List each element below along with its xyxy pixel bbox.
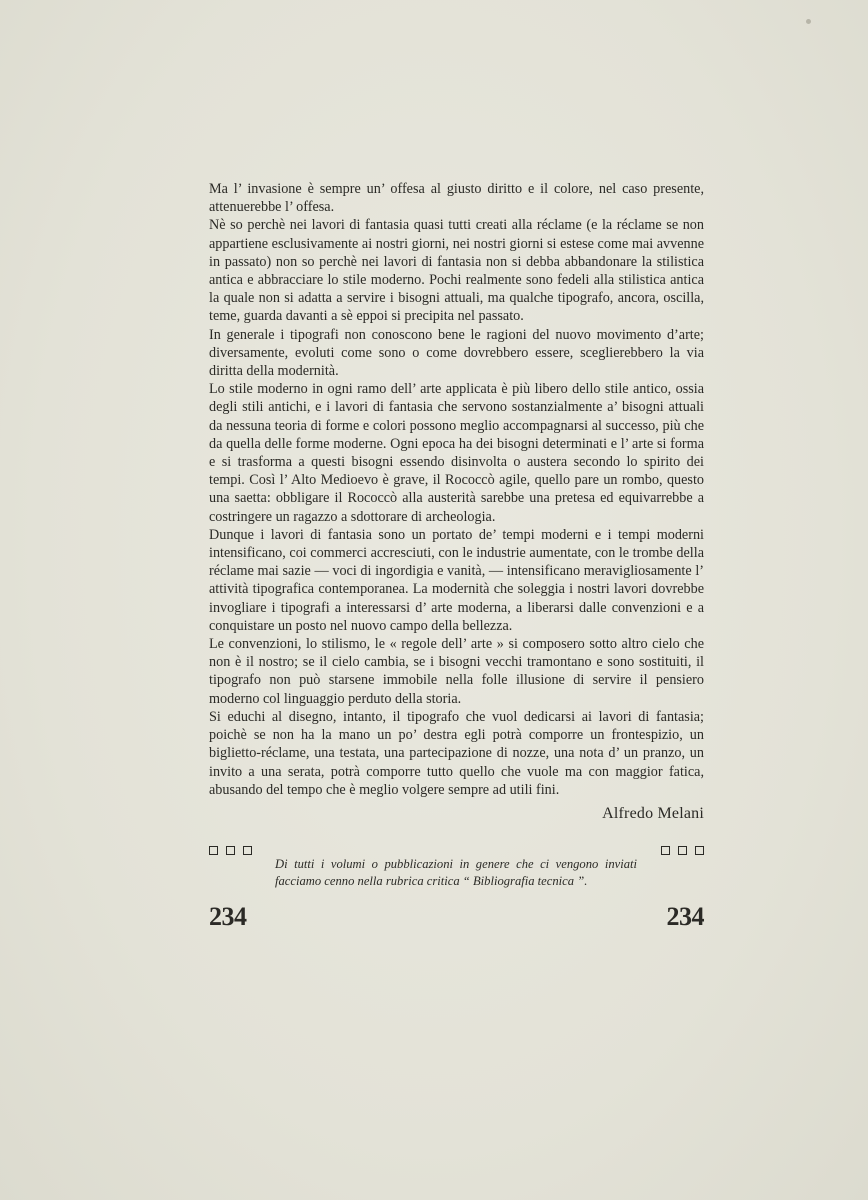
article	[209, 180, 704, 823]
paragraph: Le convenzioni, lo stilismo, le « regole dell’ arte » si composero sotto altro cielo che non è il nostro; se il cielo cambia, se i bisogni vecchi tramontano e sono sostituiti, il tipografo non può starsene immobile nella folle illusione di servire il pensiero moderno col linguaggio perduto della storia.	[209, 636, 704, 707]
ornament-squares-right	[653, 846, 704, 864]
footer-note: Di tutti i volumi o pubblicazioni in genere che ci vengono inviati facciamo cenno nella rubrica critica “ Bibliografia tecnica ”.	[275, 857, 637, 888]
paper-spot	[806, 19, 811, 24]
square-ornament-icon	[243, 846, 252, 855]
square-ornament-icon	[678, 846, 687, 855]
square-ornament-icon	[226, 846, 235, 855]
page-number-right: 234	[666, 902, 704, 931]
page-number-left: 234	[209, 902, 247, 931]
square-ornament-icon	[695, 846, 704, 855]
square-ornament-icon	[661, 846, 670, 855]
footer-note-row	[209, 843, 704, 893]
author-signature: Alfredo Melani	[602, 804, 704, 822]
square-ornament-icon	[209, 846, 218, 855]
paragraph: In generale i tipografi non conoscono bene le ragioni del nuovo movimento d’arte; diversamente, evoluti come sono o come dovrebbero essere, sceglierebbero la via diritta della modernità.	[209, 326, 704, 380]
ornament-squares-left	[209, 846, 260, 864]
paragraph: Dunque i lavori di fantasia sono un portato de’ tempi moderni e i tempi moderni intensificano, coi commerci accresciuti, con le industrie aumentate, con le trombe della réclame mai sazie — voci di ingordigia e vanità, — intensificano meravigliosamente l’ attività tipografica contemporanea. La modernità che soleggia i nostri lavori dovrebbe invogliare i tipografi a interessarsi d’ arte moderna, a liberarsi dalle convenzioni e a conquistare un posto nel nuovo campo della bellezza.	[209, 526, 704, 634]
paragraph: Lo stile moderno in ogni ramo dell’ arte applicata è più libero dello stile antico, ossia degli stili antichi, e i lavori di fantasia che servono sostanzialmente a’ bisogni attuali da nessuna teoria di forme e colori possono meglio accompagnarsi al successo, più che da quella delle forme moderne. Ogni epoca ha dei bisogni determinati e l’ arte si forma e si trasforma a questi bisogni essendo disinvolta o austera secondo lo spirito dei tempi. Così l’ Alto Medioevo è grave, il Rococcò agile, quello pare un rombo, questo una saetta: obbligare il Rococcò alla austerità sarebbe una pretesa ed equivarrebbe a costringere un ragazzo a sdottorare di archeologia.	[209, 381, 704, 525]
paragraph: Ma l’ invasione è sempre un’ offesa al giusto diritto e il colore, nel caso presente, attenuerebbe l’ offesa.	[209, 181, 704, 216]
paragraph: Nè so perchè nei lavori di fantasia quasi tutti creati alla réclame (e la réclame se non appartiene esclusivamente ai nostri giorni, nei nostri giorni si estese come mai avvenne in passato) non so perchè nei lavori di fantasia non si debba abbandonare la stilistica antica e abbracciare lo stile moderno. Pochi realmente sono fedeli alla stilistica antica la quale non si adatta a servire i bisogni attuali, ma qualche tipografo, ancora, oscilla, teme, guarda davanti a sè eppoi si precipita nel passato.	[209, 217, 704, 325]
paragraph: Si educhi al disegno, intanto, il tipografo che vuol dedicarsi ai lavori di fantasia; poichè se non ha la mano un po’ destra egli potrà comporre un frontespizio, un biglietto-réclame, una testata, una partecipazione di nozze, una nota d’ un pranzo, un invito a una serata, potrà comporre tutto quello che vuole ma con maggior fatica, abusando del tempo che è meglio volgere sempre ad utili fini.	[209, 708, 704, 798]
